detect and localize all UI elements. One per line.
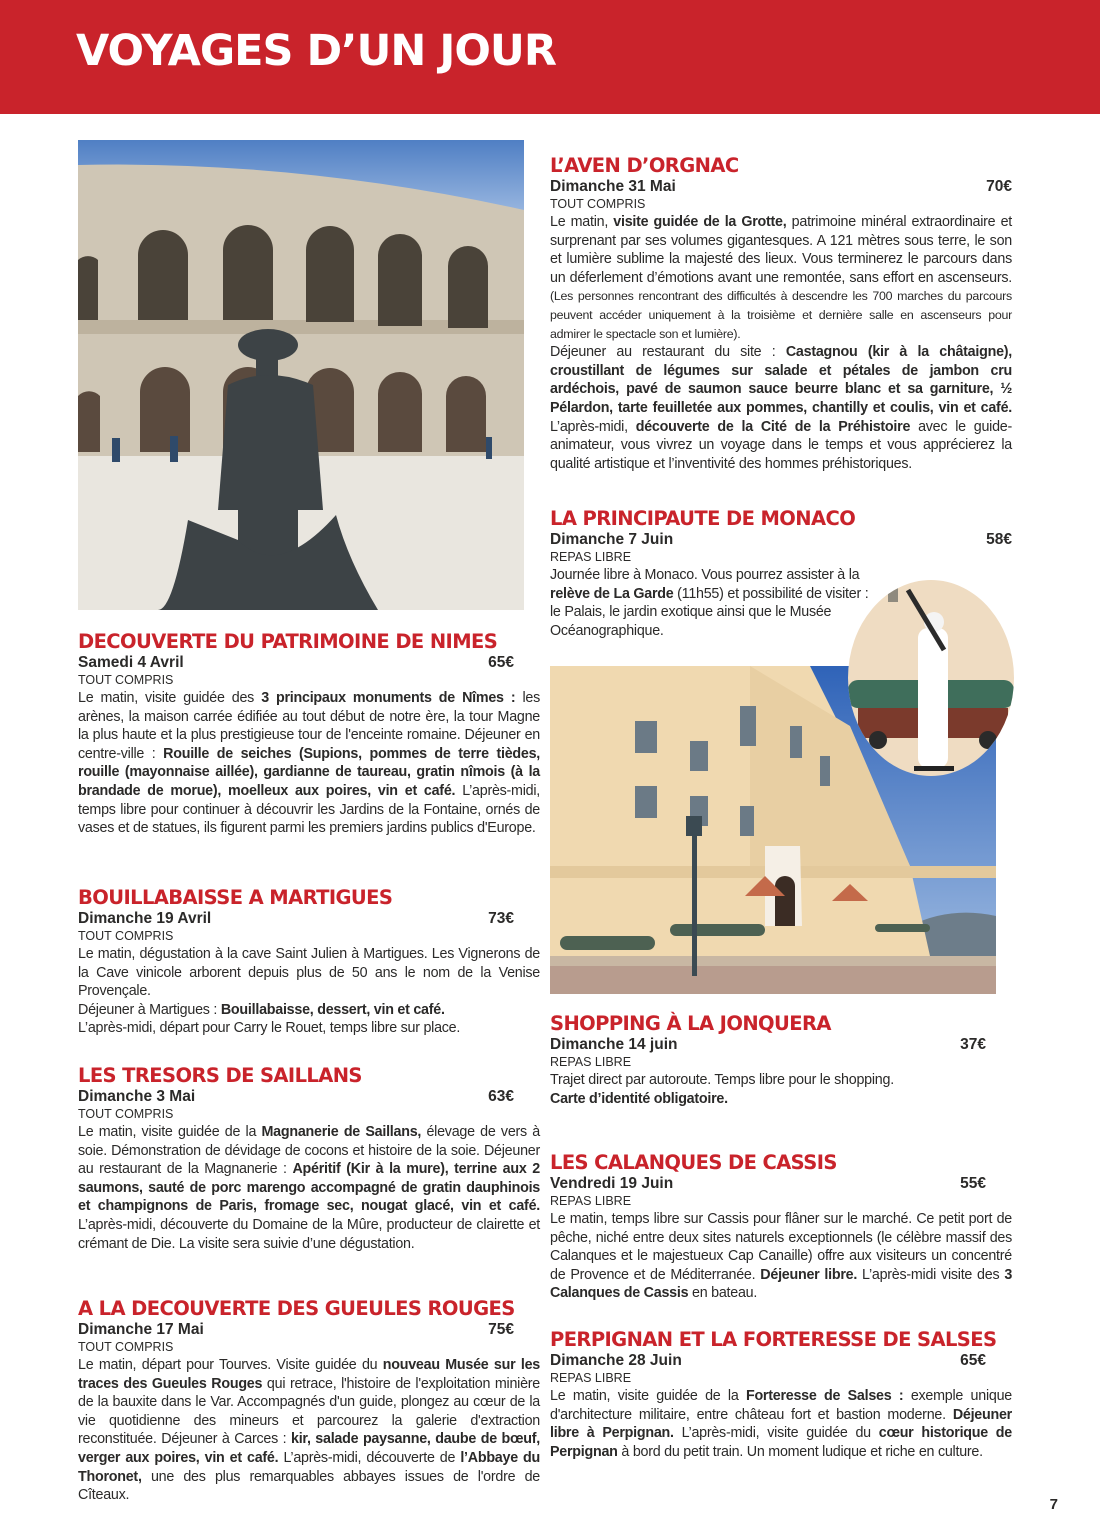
description-text: L’après-midi, temps libre pour continuer à découvrir les Jardins de la Fontaine, ornés de vases et de statues, ils figurent parmi les premiers jardins publics d'Europe. — [78, 782, 540, 837]
monaco-guard-illustration — [848, 580, 1014, 776]
description-text: Déjeuner à Martigues : — [78, 1001, 221, 1018]
highlight-text: Bouillabaisse, dessert, vin et café. — [220, 1001, 445, 1018]
description-text: exemple unique d'architecture militaire, entre château fort et bastion moderne. — [550, 1388, 1012, 1423]
trip-date: Dimanche 19 Avril — [78, 910, 212, 927]
trip-title: LES CALANQUES DE CASSIS — [550, 1151, 837, 1174]
trip-title: L’AVEN D’ORGNAC — [550, 154, 739, 177]
trip-date: Dimanche 3 Mai — [78, 1088, 196, 1105]
trip-tag: REPAS LIBRE — [550, 550, 632, 564]
description-text: L’après-midi, visite guidée du — [673, 1425, 879, 1442]
trip-price: 73€ — [488, 910, 514, 927]
trip-tag: TOUT COMPRIS — [78, 673, 174, 687]
description-text: Trajet direct par autoroute. Temps libre pour le shopping. — [550, 1072, 894, 1088]
description-text: Le matin, départ pour Tourves. Visite guidée du — [78, 1357, 383, 1373]
description-text: L’après-midi visite des — [857, 1266, 1005, 1283]
description-text: Le matin, visite guidée des — [78, 690, 262, 706]
trip-title: SHOPPING À LA JONQUERA — [550, 1012, 831, 1035]
page-title: VOYAGES D’UN JOUR — [76, 26, 556, 76]
highlight-text: Carte d’identité obligatoire. — [550, 1090, 728, 1107]
trip-price: 70€ — [986, 178, 1012, 195]
highlight-text: Forteresse de Salses : — [745, 1388, 904, 1404]
description-text: L’après-midi, découverte du Domaine de la Mûre, producteur de clairette et crémant de Die. La visite sera suivie d’une dégustation. — [78, 1216, 540, 1252]
nimes-arena-illustration — [78, 140, 524, 610]
highlight-text: visite guidée de la Grotte, — [613, 214, 787, 230]
trip-description — [550, 1071, 1012, 1108]
trip-aven-orgnac — [550, 155, 1012, 473]
description-text: Le matin, temps libre sur Cassis pour flâner sur le marché. Ce petit port de pêche, niché entre deux sites naturels exceptionnels (le célèbre massif des Calanques et le majestueux Cap Canaille) offre aux visiteurs un concentré de Provence et de Méditerranée. — [550, 1211, 1012, 1283]
trip-description — [78, 1123, 540, 1253]
trip-tag: REPAS LIBRE — [550, 1055, 632, 1069]
photo-monaco-guard — [848, 580, 1014, 776]
trip-meta — [550, 1174, 1012, 1193]
trip-meta — [78, 653, 540, 672]
trip-meta — [78, 1320, 540, 1339]
description-text: Le matin, — [550, 214, 614, 230]
description-text: Déjeuner au restaurant du site : — [550, 344, 786, 361]
trip-date: Vendredi 19 Juin — [550, 1175, 674, 1192]
description-text: Journée libre à Monaco. Vous pourrez assister à la — [550, 567, 860, 583]
description-text: les arènes, la maison carrée édifiée au tout début de notre ère, la tour Magne la plus haute et la plus prestigieuse tour de l'enceinte romaine. Déjeuner en centre-ville : — [78, 690, 540, 762]
highlight-text: relève de La Garde — [550, 585, 674, 602]
trip-description — [550, 213, 1012, 473]
trip-description — [550, 1210, 1012, 1303]
description-text: L’après-midi, — [550, 418, 636, 435]
trip-date: Dimanche 14 juin — [550, 1036, 678, 1053]
trip-description — [550, 566, 875, 640]
highlight-text: Déjeuner libre. — [760, 1266, 858, 1283]
trip-meta — [550, 1351, 1012, 1370]
trip-tag: REPAS LIBRE — [550, 1194, 632, 1208]
trip-tag: TOUT COMPRIS — [78, 1107, 174, 1121]
trip-title: LA PRINCIPAUTE DE MONACO — [550, 507, 856, 530]
description-text: qui retrace, l'histoire de l'exploitation minière de la bauxite dans le Var. Accompagnés d'un guide, plongez au cœur de la vie quotidienne des mineurs et parcourez la galerie d'extraction reconstituée. Déjeuner à Carces : — [78, 1375, 540, 1448]
trip-tag: TOUT COMPRIS — [550, 197, 646, 211]
description-text: élevage de vers à soie. Démonstration de dévidage de cocons et histoire de la soie. Déjeuner au restaurant de la Magnanerie : — [78, 1124, 540, 1178]
description-text: (11h55) et possibilité de visiter : le Palais, le jardin exotique ainsi que le Musée Océanographique. — [550, 585, 869, 639]
trip-date: Dimanche 31 Mai — [550, 178, 676, 195]
description-text: en bateau. — [688, 1285, 758, 1302]
trip-description — [550, 1387, 1012, 1461]
trip-perpignan-salses — [550, 1329, 1012, 1461]
trip-title: PERPIGNAN ET LA FORTERESSE DE SALSES — [550, 1328, 997, 1351]
trip-price: 65€ — [488, 654, 514, 671]
trip-title: LES TRESORS DE SAILLANS — [78, 1064, 362, 1087]
photo-nimes-arenes — [78, 140, 524, 610]
trip-nimes — [78, 631, 540, 838]
trip-price: 37€ — [960, 1036, 986, 1053]
trip-tag: TOUT COMPRIS — [78, 1340, 174, 1354]
trip-price: 55€ — [960, 1175, 986, 1192]
description-text: L’après-midi, départ pour Carry le Rouet, temps libre sur place. — [78, 1020, 461, 1037]
highlight-text: Déjeuner libre à Perpignan. — [550, 1406, 1012, 1442]
highlight-text: Castagnou (kir à la châtaigne), croustillant de légumes sur salade et pétales de jambon cru ardéchois, pavé de saumon sauce beurre blanc et sa garniture, ½ Pélardon, tarte feuilletée aux pommes, chantilly et coulis, vin et café. — [550, 344, 1013, 416]
trip-date: Dimanche 17 Mai — [78, 1321, 204, 1338]
trip-description — [78, 689, 540, 838]
trip-date: Dimanche 28 Juin — [550, 1352, 682, 1369]
trip-martigues — [78, 887, 540, 1038]
trip-saillans — [78, 1065, 540, 1253]
trip-gueules-rouges — [78, 1298, 540, 1505]
trip-jonquera — [550, 1013, 1012, 1108]
trip-title: DECOUVERTE DU PATRIMOINE DE NIMES — [78, 630, 498, 653]
trip-meta — [550, 177, 1012, 196]
highlight-text: l’Abbaye du Thoronet, — [78, 1449, 540, 1485]
description-text: à bord du petit train. Un moment ludique et riche en culture. — [617, 1443, 983, 1460]
trip-date: Samedi 4 Avril — [78, 654, 184, 671]
highlight-text: Magnanerie de Saillans, — [261, 1124, 422, 1140]
description-text: patrimoine minéral extraordinaire et surprenant par ses volumes gigantesques. A 121 mètres sous terre, le son et lumière sublime la majesté des lieux. Vous terminerez le parcours dans un déferlement d’émotions avant une remontée, sans effort en ascenseurs. — [550, 214, 1013, 286]
trip-title: A LA DECOUVERTE DES GUEULES ROUGES — [78, 1297, 515, 1320]
trip-tag: REPAS LIBRE — [550, 1371, 632, 1385]
trip-description — [78, 1356, 540, 1505]
highlight-text: 3 Calanques de Cassis — [550, 1266, 1013, 1302]
description-text: une des plus remarquables abbayes issues de l'ordre de Cîteaux. — [78, 1468, 540, 1504]
highlight-text: nouveau Musée sur les traces des Gueules Rouges — [78, 1357, 540, 1392]
description-text: L’après-midi, découverte de — [278, 1449, 461, 1466]
trip-meta — [550, 530, 1012, 549]
trip-date: Dimanche 7 Juin — [550, 531, 674, 548]
trip-meta — [550, 1035, 1012, 1054]
page-number: 7 — [1049, 1496, 1058, 1513]
highlight-text: Apéritif (Kir à la mure), terrine aux 2 saumons, sauté de porc marengo accompagné de gratin dauphinois et champignons de Paris, fromage sec, nougat glacé, vin et café. — [78, 1161, 540, 1215]
description-text: Le matin, visite guidée de la — [78, 1124, 262, 1140]
highlight-text: découverte de la Cité de la Préhistoire — [635, 418, 911, 435]
highlight-text: kir, salade paysanne, daube de bœuf, verger aux poires, vin et café. — [78, 1431, 540, 1466]
highlight-text: 3 principaux monuments de Nîmes : — [261, 690, 516, 706]
trip-title: BOUILLABAISSE A MARTIGUES — [78, 886, 393, 909]
description-text: Le matin, visite guidée de la — [550, 1388, 746, 1404]
trip-price: 65€ — [960, 1352, 986, 1369]
trip-meta — [78, 909, 540, 928]
description-text: Le matin, dégustation à la cave Saint Julien à Martigues. Les Vignerons de la Cave vinicole arborent depuis plus de 50 ans le nom de la Venise Provençale. — [78, 946, 540, 1000]
highlight-text: cœur historique de Perpignan — [550, 1425, 1012, 1460]
header-banner — [0, 0, 1100, 114]
trip-tag: TOUT COMPRIS — [78, 929, 174, 943]
trip-description — [78, 945, 540, 1038]
trip-meta — [78, 1087, 540, 1106]
trip-price: 75€ — [488, 1321, 514, 1338]
description-text: avec le guide-animateur, vous vivrez un voyage dans le temps et vous apprécierez la qualité artistique et l’inventivité des hommes préhistoriques. — [550, 418, 1012, 472]
highlight-text: Rouille de seiches (Supions, pommes de terre tièdes, rouille (mayonnaise aillée), gardianne de taureau, gratin nîmois (à la brandade de morue), moelleux aux poires, vin et café. — [78, 745, 541, 799]
trip-cassis — [550, 1152, 1012, 1303]
description-text: (Les personnes rencontrant des difficultés à descendre les 700 marches du parcours peuvent accéder uniquement à la troisième et dernière salle en ascenseurs pour admirer le spectacle son et lumière). — [550, 289, 1012, 341]
trip-price: 58€ — [986, 531, 1012, 548]
trip-price: 63€ — [488, 1088, 514, 1105]
